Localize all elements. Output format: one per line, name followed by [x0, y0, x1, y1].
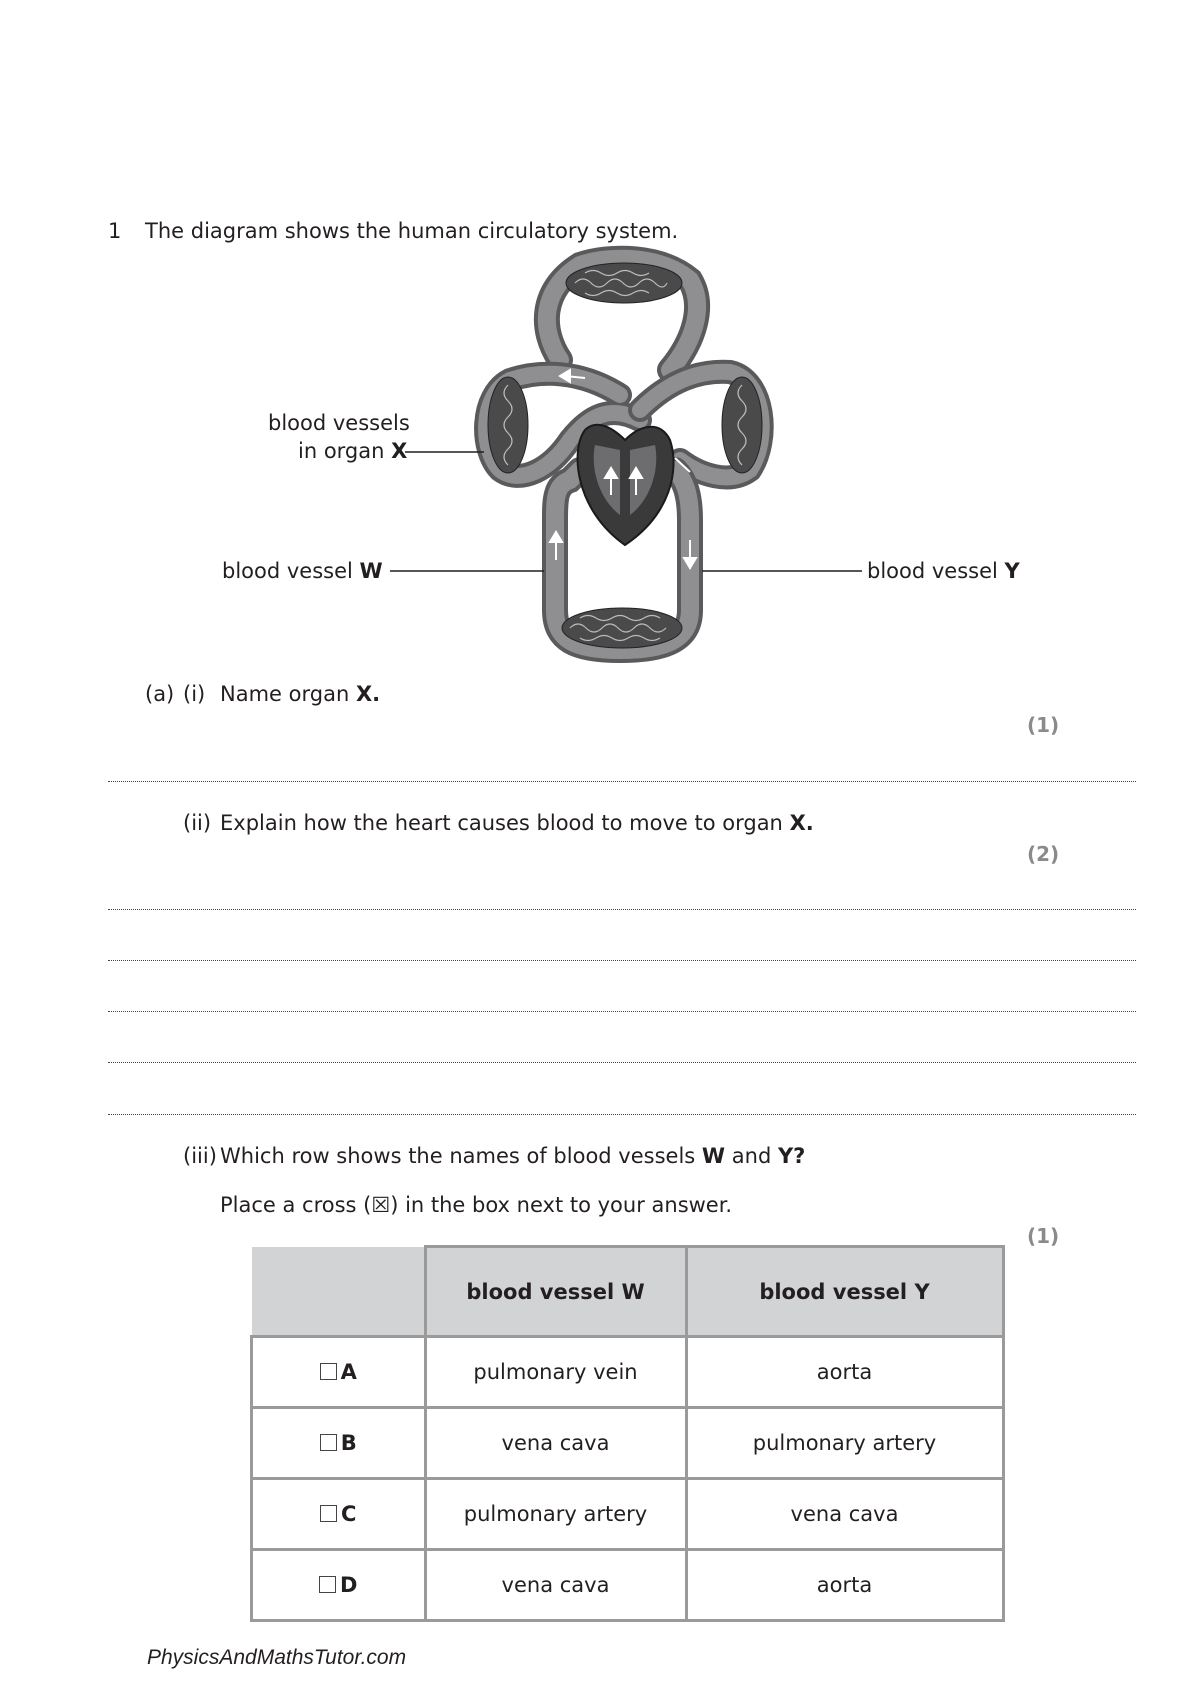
marks-a-ii: (2)	[1027, 842, 1060, 866]
answer-line-a-ii-5[interactable]	[108, 1114, 1136, 1115]
cell-y: aorta	[686, 1337, 1003, 1408]
cross-box-icon: ☒	[371, 1193, 391, 1217]
checkbox-b[interactable]	[320, 1434, 337, 1451]
table-row	[252, 1337, 1004, 1408]
table-row	[252, 1408, 1004, 1479]
marks-a-i: (1)	[1027, 713, 1060, 737]
subpart-ii-label: (ii)	[183, 811, 212, 835]
table-row	[252, 1550, 1004, 1621]
instruction-text: Place a cross (☒) in the box next to your answer.	[220, 1193, 733, 1217]
circulatory-system-diagram	[0, 0, 1200, 700]
cell-w: vena cava	[425, 1408, 686, 1479]
answer-line-a-i[interactable]	[108, 781, 1136, 782]
label-vessel-y: blood vessel Y	[867, 559, 1020, 583]
table-corner	[252, 1247, 426, 1337]
cell-w: pulmonary vein	[425, 1337, 686, 1408]
answer-line-a-ii-1[interactable]	[108, 909, 1136, 910]
question-number: 1	[108, 219, 122, 243]
cell-w: vena cava	[425, 1550, 686, 1621]
table-header-row	[252, 1247, 1004, 1337]
option-c-cell[interactable]: C	[252, 1479, 426, 1550]
checkbox-d[interactable]	[319, 1576, 336, 1593]
cell-y: vena cava	[686, 1479, 1003, 1550]
answer-line-a-ii-3[interactable]	[108, 1011, 1136, 1012]
marks-a-iii: (1)	[1027, 1224, 1060, 1248]
part-label: (a)	[145, 682, 175, 706]
label-organ-x-line2: in organ X	[298, 439, 408, 463]
checkbox-c[interactable]	[320, 1505, 337, 1522]
option-d-cell[interactable]: D	[252, 1550, 426, 1621]
question-intro: The diagram shows the human circulatory system.	[145, 219, 679, 243]
question-a-ii-text: Explain how the heart causes blood to move to organ X.	[220, 811, 814, 835]
option-a-cell[interactable]: A	[252, 1337, 426, 1408]
cell-w: pulmonary artery	[425, 1479, 686, 1550]
subpart-iii-label: (iii)	[183, 1144, 217, 1168]
header-vessel-y: blood vessel Y	[686, 1247, 1003, 1337]
table-row	[252, 1479, 1004, 1550]
heart	[578, 425, 674, 545]
header-vessel-w: blood vessel W	[425, 1247, 686, 1337]
checkbox-a[interactable]	[320, 1363, 337, 1380]
footer-watermark: PhysicsAndMathsTutor.com	[147, 1646, 407, 1669]
answer-line-a-ii-4[interactable]	[108, 1062, 1136, 1063]
label-organ-x-line1: blood vessels	[268, 411, 410, 435]
option-b-cell[interactable]: B	[252, 1408, 426, 1479]
cell-y: aorta	[686, 1550, 1003, 1621]
question-a-iii-text: Which row shows the names of blood vessels W and Y?	[220, 1144, 806, 1168]
answer-table	[250, 1245, 1005, 1622]
label-vessel-w: blood vessel W	[222, 559, 383, 583]
subpart-i-label: (i)	[183, 682, 206, 706]
cell-y: pulmonary artery	[686, 1408, 1003, 1479]
question-a-i-text: Name organ X.	[220, 682, 381, 706]
answer-line-a-ii-2[interactable]	[108, 960, 1136, 961]
